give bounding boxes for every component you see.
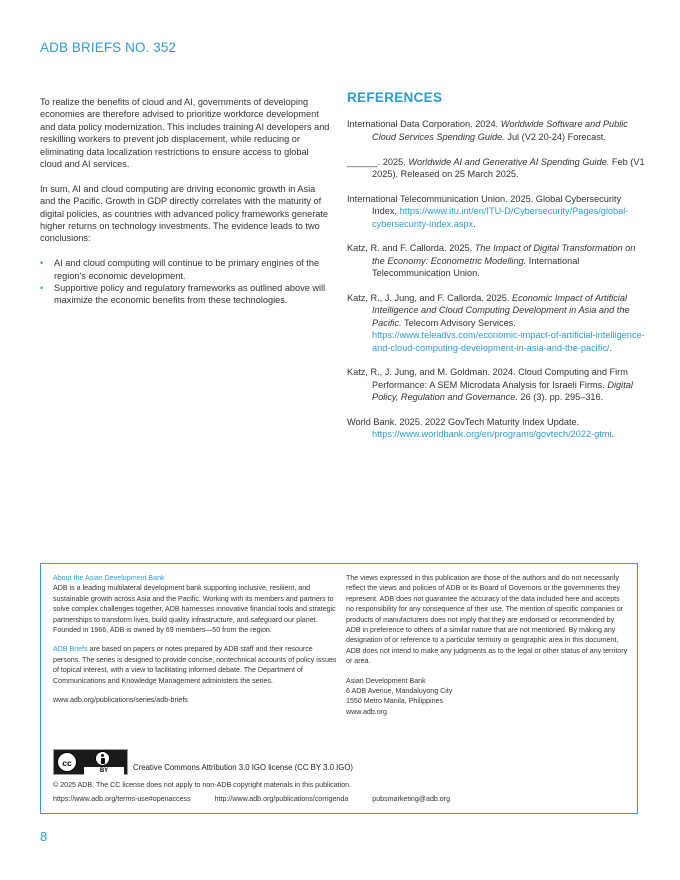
ref-link[interactable]: https://www.itu.int/en/ITU-D/Cybersecurity/Pages/global-cybersecurity-index.aspx [372,206,629,229]
ref-text: Katz, R. and F. Callorda. 2025. [347,243,475,254]
ref-text: International Telecommunication Union. [372,255,580,279]
list-item [40,282,332,307]
about-adb-box [40,563,638,814]
ref-title: The Impact of Digital Transformation on the Economy: Econometric Modelling. [372,243,636,266]
reference-item [347,292,645,354]
body-left-column [40,96,332,307]
ref-title: Digital Policy, Regulation and Governance. [372,379,633,403]
ref-text: Jul (V2 20-24) Forecast. [504,131,606,142]
reference-item [347,416,645,441]
ref-text: . [609,342,613,353]
by-label: BY [84,767,124,775]
ref-link[interactable]: https://www.teleadvs.com/economic-impact-of-artificial-intelligence-and-cloud-computing-development-in-asia-and-the-pacific/ [372,330,645,353]
references-heading: REFERENCES [347,90,443,105]
disclaimer-text: The views expressed in this publication are those of the authors and do not necessarily reflect the views and policies of ADB or its Board of Governors or the governments they represent. ADB does not guarantee the accuracy of the data included here and accepts no responsibility for any consequence of their use. The mention of specific companies or products of manufacturers does not imply that they are endorsed or recommended by ADB in preference to others of a similar nature that are not mentioned. By making any designation of or reference to a particular territory or geographic area in this document, ADB does not intend to make any judgments as to the legal or other status of any territory or area. [346,574,628,666]
list-item-text: AI and cloud computing will continue to be primary engines of the region's economic development. [54,258,320,281]
ref-text: 26 (3). pp. 295–316. [517,392,604,403]
reference-item [347,193,645,230]
reference-item [347,366,645,403]
ref-text: ______. 2025. [347,156,409,167]
reference-item [347,156,645,181]
body-paragraph: In sum, AI and cloud computing are driving economic growth in Asia and the Pacific. Growth in GDP directly correlates with the maturity of digital policies, as countries with advanced policy frameworks generate higher returns on technology investments. The evidence leads to two conclusions: [40,183,329,244]
terms-link[interactable]: https://www.adb.org/terms-use#openaccess [53,795,191,803]
address-block [346,676,628,718]
adb-briefs-link[interactable]: ADB Briefs [53,645,88,654]
reference-item [347,242,645,279]
corrigenda-link[interactable]: http://www.adb.org/publications/corrigenda [214,795,349,803]
ref-text: World Bank. 2025. 2022 GovTech Maturity Index Update. [347,417,580,428]
footer-right-column [346,573,628,717]
creative-commons-icon: cc [57,752,77,772]
briefs-text: are based on papers or notes prepared by ADB staff and their resource persons. The series is designed to provide concise, nontechnical accounts of policy issues of topical interest, with a view to facilitating informed debate. The Department of Communications and Knowledge Management administers the series. [53,645,337,685]
ref-text: Katz, R., J. Jung, and M. Goldman. 2024. Cloud Computing and Firm Performance: A SEM Microdata Analysis for Israeli Firms. [347,367,628,390]
address-line: 6 ADB Avenue, Mandaluyong City [346,687,453,696]
attribution-person-icon [95,751,110,766]
address-line: Asian Development Bank [346,676,426,685]
ref-text: International Telecommunication Union. 2025. Global Cybersecurity Index. [347,193,622,217]
ref-text: Katz, R., J. Jung, and F. Callorda. 2025. [347,293,512,304]
about-text: ADB is a leading multilateral development bank supporting inclusive, resilient, and sustainable growth across Asia and the Pacific. Working with its members and partners to solve complex challenges together, ADB harnesses innovative financial tools and strategic partnerships to transform lives, build quality infrastructure, and safeguard our planet. Founded in 1966, ADB is owned by 69 members—50 from the region. [53,584,336,635]
bullet-icon: • [40,283,44,294]
cc-by-badge[interactable] [53,749,128,775]
references-column [347,92,645,453]
ref-text: International Data Corporation. 2024. [347,119,501,130]
ref-text: Telecom Advisory Services. [401,317,516,328]
list-item [40,257,332,282]
footer-links [53,795,472,803]
email-link[interactable]: pubsmarketing@adb.org [372,795,451,803]
ref-title: Economic Impact of Artificial Intelligence and Cloud Computing Development in Asia and the Pacific. [372,293,630,328]
page-number: 8 [40,829,48,844]
website-link[interactable]: www.adb.org [346,707,388,716]
footer-left-column [53,573,337,714]
briefs-paragraph [53,644,337,686]
license-text: Creative Commons Attribution 3.0 IGO license (CC BY 3.0 IGO) [133,763,353,772]
brief-series-title: ADB BRIEFS NO. 352 [40,40,177,55]
ref-text: . [473,218,476,229]
ref-text: . [611,429,615,440]
body-paragraph: To realize the benefits of cloud and AI, governments of developing economies are therefore advised to prioritize workforce development and data policy modernization. This includes training AI developers and reskilling workers to prevent job displacement, while reducing or eliminating data localization restrictions to ensure access to global cloud and AI services. [40,97,330,170]
ref-text: Feb (V1 2025). Released on 25 March 2025. [372,156,645,180]
bullet-icon: • [40,258,44,269]
ref-title: Worldwide Software and Public Cloud Services Spending Guide. [372,119,628,142]
reference-item [347,118,645,143]
address-line: 1550 Metro Manila, Philippines [346,697,444,706]
conclusions-list [40,257,332,307]
copyright-text: © 2025 ADB. The CC license does not apply to non-ADB copyright materials in this publication. [53,781,352,789]
list-item-text: Supportive policy and regulatory frameworks as outlined above will maximize the economic benefits from these technologies. [54,283,326,306]
ref-link[interactable]: https://www.worldbank.org/en/programs/govtech/2022-gtmi [372,429,612,440]
license-row [53,749,613,777]
ref-title: Worldwide AI and Generative AI Spending Guide. [408,156,610,167]
series-url[interactable]: www.adb.org/publications/series/adb-briefs [53,696,188,705]
about-heading: About the Asian Development Bank [53,574,165,582]
